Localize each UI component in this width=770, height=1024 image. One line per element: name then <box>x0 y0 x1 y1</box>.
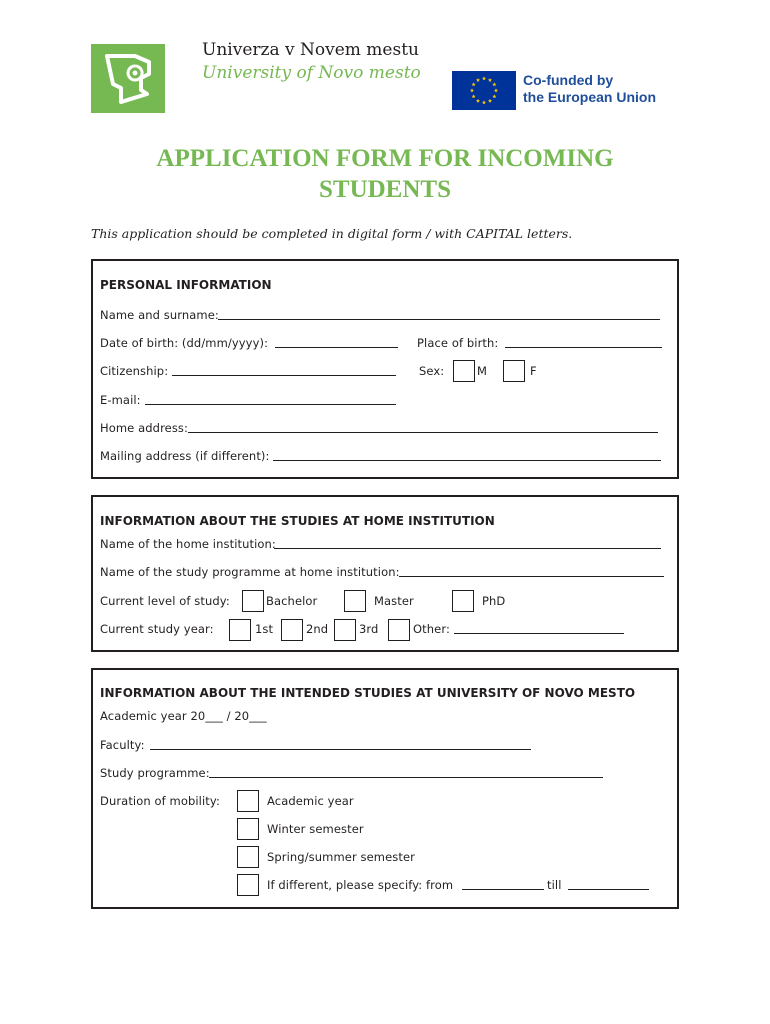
duration-other-checkbox[interactable] <box>237 874 259 896</box>
sex-f-checkbox[interactable] <box>503 360 525 382</box>
year-other-label: Other: <box>413 622 450 636</box>
year-1st-checkbox[interactable] <box>229 619 251 641</box>
mailing-address-field[interactable] <box>273 460 661 461</box>
eu-star <box>482 100 486 104</box>
eu-star <box>488 99 492 103</box>
eu-star <box>476 99 480 103</box>
home-institution-field[interactable] <box>274 548 661 549</box>
dob-label: Date of birth: (dd/mm/yyyy): <box>100 336 269 350</box>
home-address-label: Home address: <box>100 421 188 435</box>
year-other-field[interactable] <box>454 633 624 634</box>
level-phd-label: PhD <box>482 594 506 608</box>
duration-spring-label: Spring/summer semester <box>267 850 415 864</box>
faculty-label: Faculty: <box>100 738 145 752</box>
duration-from-field[interactable] <box>462 889 544 890</box>
email-label: E-mail: <box>100 393 141 407</box>
dob-field[interactable] <box>275 347 398 348</box>
eu-star <box>482 76 486 80</box>
level-master-label: Master <box>374 594 414 608</box>
name-label: Name and surname: <box>100 308 219 322</box>
intended-studies-heading: INFORMATION ABOUT THE INTENDED STUDIES AT UNIVERSITY OF NOVO MESTO <box>100 686 636 700</box>
citizenship-field[interactable] <box>172 375 396 376</box>
home-programme-label: Name of the study programme at home institution: <box>100 565 400 579</box>
sex-label: Sex: <box>419 364 445 378</box>
year-2nd-checkbox[interactable] <box>281 619 303 641</box>
personal-information-heading: PERSONAL INFORMATION <box>100 278 272 292</box>
title-line-1: APPLICATION FORM FOR INCOMING <box>156 145 614 172</box>
pob-field[interactable] <box>505 347 662 348</box>
duration-other-label: If different, please specify: from <box>267 878 454 892</box>
year-1st-label: 1st <box>255 622 274 636</box>
year-3rd-checkbox[interactable] <box>334 619 356 641</box>
level-phd-checkbox[interactable] <box>452 590 474 612</box>
duration-winter-label: Winter semester <box>267 822 364 836</box>
eu-star <box>470 88 474 92</box>
home-programme-field[interactable] <box>399 576 664 577</box>
level-bachelor-label: Bachelor <box>266 594 318 608</box>
level-master-checkbox[interactable] <box>344 590 366 612</box>
study-programme-field[interactable] <box>209 777 603 778</box>
title-line-2: STUDENTS <box>319 176 451 203</box>
university-logo <box>91 44 165 113</box>
year-other-checkbox[interactable] <box>388 619 410 641</box>
name-field[interactable] <box>218 319 660 320</box>
duration-till-label: till <box>547 878 562 892</box>
pob-label: Place of birth: <box>417 336 499 350</box>
academic-year-label: Academic year 20___ / 20___ <box>100 709 267 723</box>
duration-academic-year-checkbox[interactable] <box>237 790 259 812</box>
home-institution-heading: INFORMATION ABOUT THE STUDIES AT HOME INSTITUTION <box>100 514 495 528</box>
email-field[interactable] <box>145 404 396 405</box>
home-address-field[interactable] <box>188 432 658 433</box>
eu-star <box>488 78 492 82</box>
eu-star <box>492 82 496 86</box>
eu-line-1: Co-funded by <box>523 72 614 88</box>
eu-star <box>472 94 476 98</box>
current-level-label: Current level of study: <box>100 594 230 608</box>
university-name: Univerza v Novem mestu <box>202 40 419 60</box>
year-3rd-label: 3rd <box>359 622 379 636</box>
instruction-text: This application should be completed in digital form / with CAPITAL letters. <box>91 226 573 241</box>
sex-f-label: F <box>530 364 537 378</box>
eu-star <box>476 78 480 82</box>
eu-cofunded-label <box>523 72 656 106</box>
eu-star <box>472 82 476 86</box>
eu-flag-icon <box>452 71 516 110</box>
current-year-label: Current study year: <box>100 622 214 636</box>
intended-studies-section <box>91 668 679 909</box>
faculty-field[interactable] <box>150 749 531 750</box>
eu-star <box>494 88 498 92</box>
eu-line-2: the European Union <box>523 89 656 105</box>
duration-spring-checkbox[interactable] <box>237 846 259 868</box>
eu-star <box>492 94 496 98</box>
mailing-address-label: Mailing address (if different): <box>100 449 270 463</box>
duration-academic-year-label: Academic year <box>267 794 354 808</box>
duration-till-field[interactable] <box>568 889 649 890</box>
home-institution-label: Name of the home institution: <box>100 537 276 551</box>
citizenship-label: Citizenship: <box>100 364 169 378</box>
sex-m-checkbox[interactable] <box>453 360 475 382</box>
year-2nd-label: 2nd <box>306 622 329 636</box>
duration-winter-checkbox[interactable] <box>237 818 259 840</box>
page-title <box>90 143 680 205</box>
sex-m-label: M <box>477 364 488 378</box>
personal-information-section <box>91 259 679 479</box>
level-bachelor-checkbox[interactable] <box>242 590 264 612</box>
university-name-english: University of Novo mesto <box>202 63 421 83</box>
duration-label: Duration of mobility: <box>100 794 220 808</box>
study-programme-label: Study programme: <box>100 766 210 780</box>
